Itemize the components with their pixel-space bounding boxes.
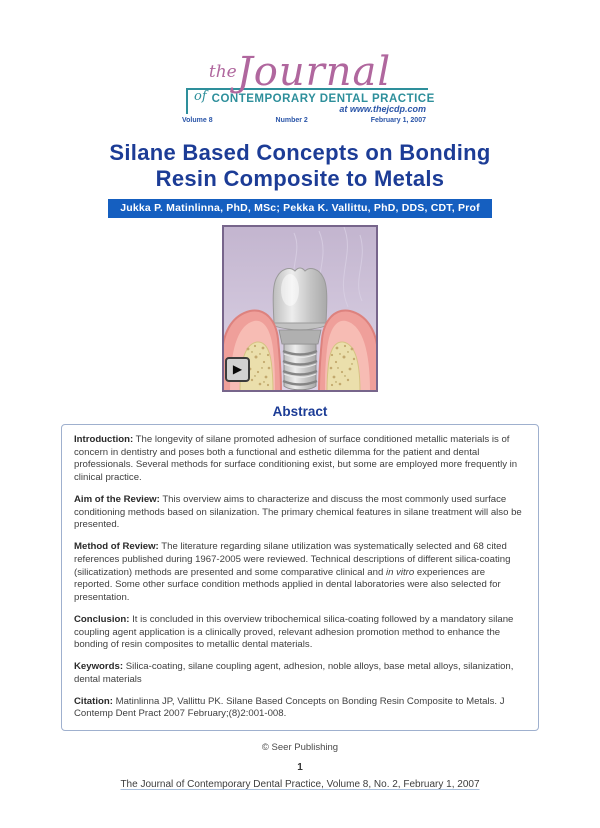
abstract-heading: Abstract	[272, 403, 328, 419]
author-bar: Jukka P. Matinlinna, PhD, MSc; Pekka K. Vallittu, PhD, DDS, CDT, Prof	[108, 199, 492, 218]
journal-footer-link[interactable]: The Journal of Contemporary Dental Practice, Volume 8, No. 2, February 1, 2007	[120, 779, 480, 791]
page-footer	[0, 742, 600, 792]
abstract-paragraph: Introduction: The longevity of silane promoted adhesion of surface conditioned metallic materials is of concern in dentistry and poses both a functional and esthetic dilemma for the patient and dental professionals. Several methods for surface conditioning exist, but some are employed more frequently in clinical practice.	[74, 433, 518, 484]
journal-logo-wordmark	[172, 49, 428, 95]
abstract-paragraph: Citation: Matinlinna JP, Vallittu PK. Silane Based Concepts on Bonding Resin Composite to Metals. J Contemp Dent Pract 2007 February;(8)2:001-008.	[74, 695, 505, 720]
copyright-line: © Seer Publishing	[261, 742, 339, 754]
play-button[interactable]	[225, 357, 250, 382]
journal-logo	[172, 49, 435, 124]
journal-url: at www.thejcdp.com	[339, 104, 426, 114]
logo-journal-word: Journal	[236, 49, 392, 95]
abstract-paragraphs	[74, 434, 526, 721]
issue-meta-row	[182, 117, 426, 124]
article-title	[0, 140, 600, 192]
issue-number: Number 2	[275, 117, 308, 124]
page	[0, 49, 600, 828]
abstract-box	[61, 424, 539, 731]
article-title-line1: Silane Based Concepts on Bonding	[109, 140, 491, 165]
implant-figure	[222, 225, 378, 392]
journal-subtitle: CONTEMPORARY DENTAL PRACTICE	[211, 93, 435, 105]
abstract-paragraph: Aim of the Review: This overview aims to characterize and discuss the most commonly used surface conditioning methods based on silanization. The primary chemical features in silane treatment will also be presented.	[74, 493, 522, 531]
page-number: 1	[297, 762, 303, 774]
abstract-paragraph: Method of Review: The literature regarding silane utilization was systematically selected and 68 cited references published during 1967-2005 were reviewed. Technical descriptions of different silica-coating (silicatization) methods are presented and some comparative clinical and in vitro experiences are reported. Some other surface condition methods applied in dental laboratories were also selected for presentation.	[74, 541, 511, 604]
issue-date: February 1, 2007	[370, 117, 426, 124]
issue-volume: Volume 8	[182, 117, 213, 124]
article-title-line2: Resin Composite to Metals	[155, 165, 445, 191]
play-icon: ▶	[232, 362, 243, 377]
abstract-paragraph: Keywords: Silica-coating, silane coupling agent, adhesion, noble alloys, base metal alloys, silanization, dental materials	[74, 661, 514, 685]
abstract-paragraph: Conclusion: It is concluded in this overview tribochemical silica-coating followed by a mandatory silane coupling agent application is a clinically proved, relevant adhesion promotion method to enhance the bonding of resin composites to metallic dental materials.	[74, 613, 514, 651]
logo-the: the	[208, 62, 237, 82]
logo-of: of	[194, 89, 207, 104]
